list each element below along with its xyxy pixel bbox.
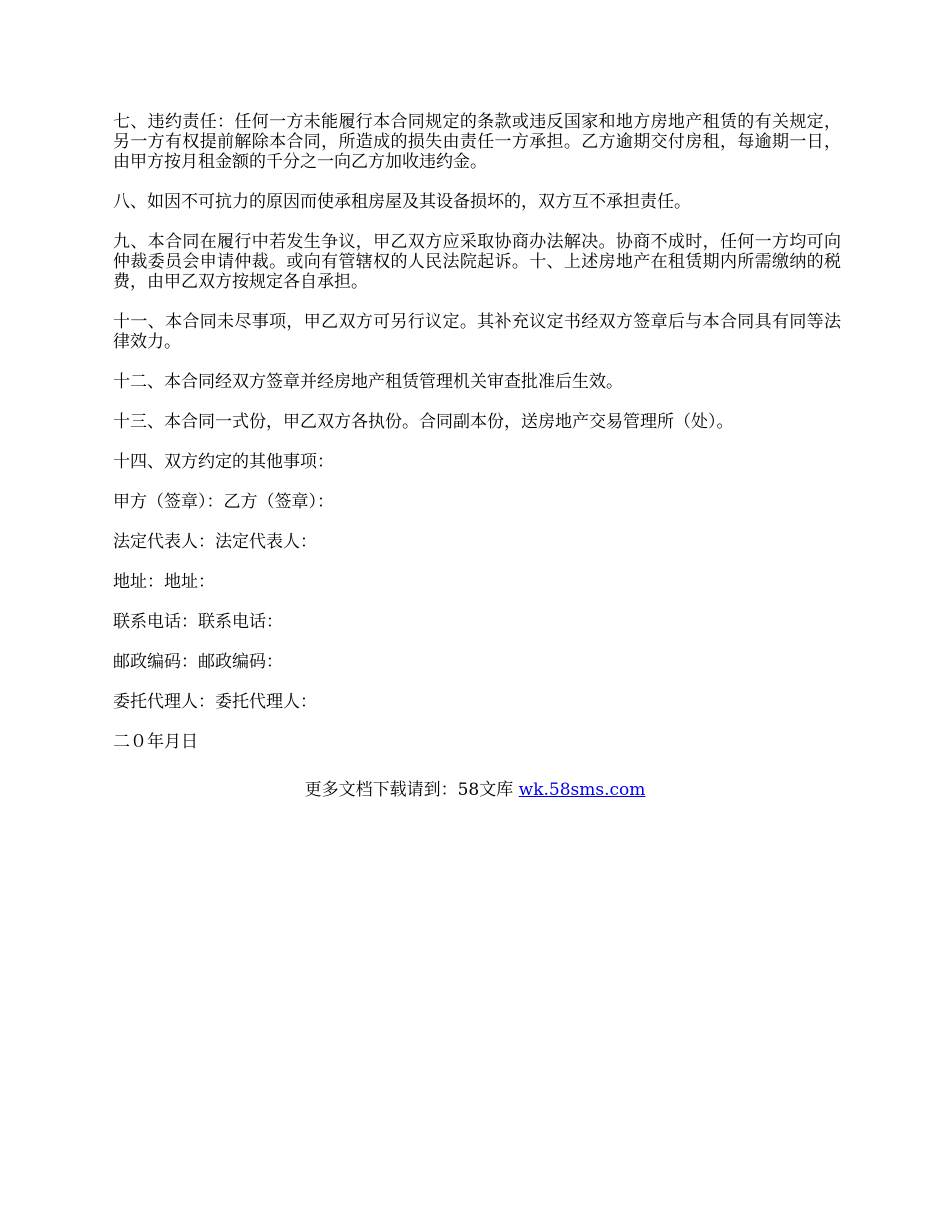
- signature-line-phone: 联系电话：联系电话：: [113, 612, 283, 632]
- signature-line-parties: 甲方（签章）：乙方（签章）：: [113, 492, 334, 512]
- clause-8-force-majeure: 八、如因不可抗力的原因而使承租房屋及其设备损坏的，双方互不承担责任。: [113, 192, 691, 212]
- footer-link[interactable]: wk.58sms.com: [518, 780, 646, 800]
- signature-line-agent: 委托代理人：委托代理人：: [113, 692, 317, 712]
- clause-11-supplementary: 十一、本合同未尽事项，甲乙双方可另行议定。其补充议定书经双方签章后与本合同具有同等法律效力。: [113, 312, 841, 352]
- signature-line-legal-rep: 法定代表人：法定代表人：: [113, 532, 317, 552]
- signature-line-address: 地址：地址：: [113, 572, 215, 592]
- clause-14-other-matters: 十四、双方约定的其他事项：: [113, 452, 334, 472]
- signature-date: 二０年月日: [113, 732, 198, 752]
- clause-9-dispute-resolution: 九、本合同在履行中若发生争议，甲乙双方应采取协商办法解决。协商不成时，任何一方均可向仲裁委员会申请仲裁。或向有管辖权的人民法院起诉。十、上述房地产在租赁期内所需缴纳的税费，由甲乙双方按规定各自承担。: [113, 232, 841, 292]
- footer-text: 更多文档下载请到：58文库: [304, 780, 519, 800]
- document-body: [113, 112, 841, 772]
- clause-13-copies: 十三、本合同一式份，甲乙双方各执份。合同副本份，送房地产交易管理所（处）。: [113, 412, 734, 432]
- signature-line-postcode: 邮政编码：邮政编码：: [113, 652, 283, 672]
- download-footer: [0, 779, 950, 801]
- clause-7-breach-liability: 七、违约责任：任何一方未能履行本合同规定的条款或违反国家和地方房地产租赁的有关规定，另一方有权提前解除本合同，所造成的损失由责任一方承担。乙方逾期交付房租，每逾期一日，由甲方按月租金额的千分之一向乙方加收违约金。: [113, 112, 841, 172]
- clause-12-effectiveness: 十二、本合同经双方签章并经房地产租赁管理机关审查批准后生效。: [113, 372, 623, 392]
